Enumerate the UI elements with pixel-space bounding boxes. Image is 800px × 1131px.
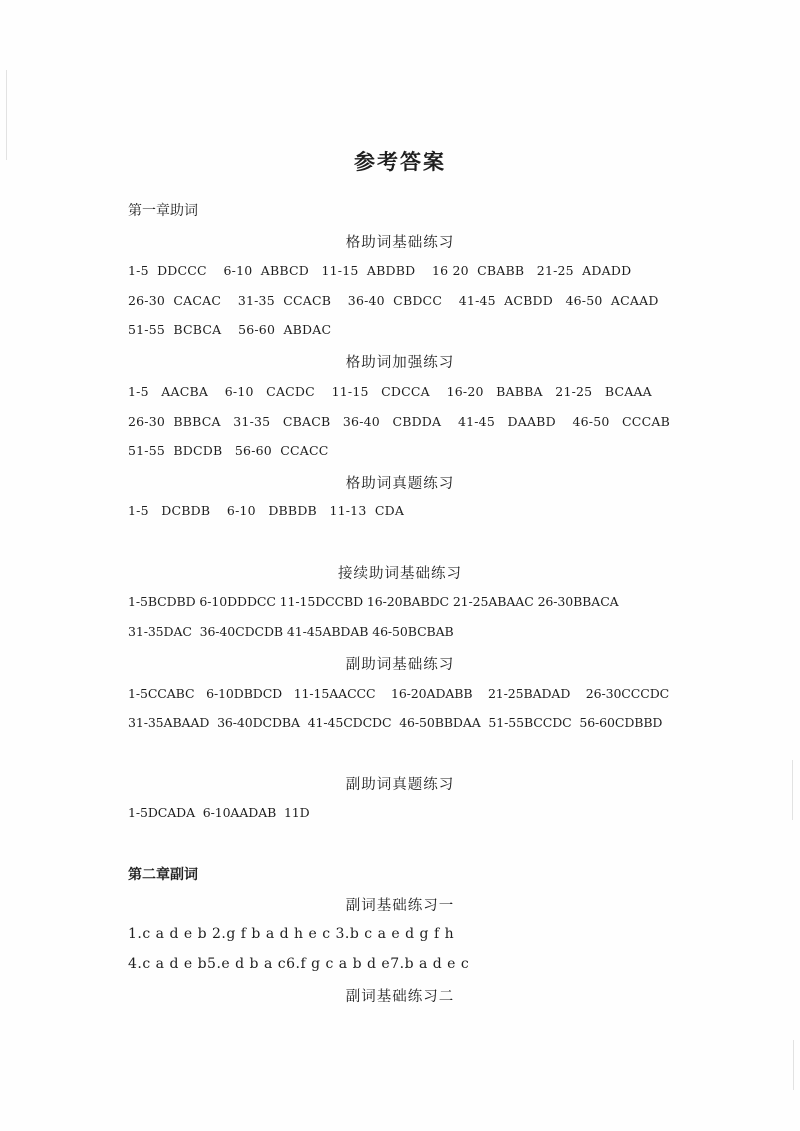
section-heading: 副词基础练习二 — [345, 989, 455, 1005]
answer-line: 1-5 DCBDB 6-10 DBBDB 11-13 CDA — [128, 503, 405, 518]
answer-line: 26-30 CACAC 31-35 CCACB 36-40 CBDCC 41-45 ACBDD 46-50 ACAAD — [128, 293, 659, 308]
page-title: 参考答案 — [354, 150, 446, 174]
section-heading: 格助词加强练习 — [345, 355, 455, 371]
section-heading: 副助词基础练习 — [345, 657, 455, 673]
scan-edge-mark — [792, 760, 793, 820]
section-heading: 副词基础练习一 — [345, 898, 455, 914]
answer-line: 31-35DAC 36-40CDCDB 41-45ABDAB 46-50BCBAB — [128, 624, 454, 639]
section-heading: 接续助词基础练习 — [338, 566, 462, 582]
answer-line: 1.c a d e b 2.g f b a d h e c 3.b c a e d g f h — [128, 926, 455, 942]
section-heading: 副助词真题练习 — [345, 777, 455, 793]
answer-line: 1-5CCABC 6-10DBDCD 11-15AACCC 16-20ADABB 21-25BADAD 26-30CCCDC — [128, 686, 670, 701]
answer-line: 31-35ABAAD 36-40DCDBA 41-45CDCDC 46-50BBDAA 51-55BCCDC 56-60CDBBD — [128, 715, 663, 730]
answer-line: 1-5DCADA 6-10AADAB 11D — [128, 805, 310, 820]
scan-edge-mark — [793, 1040, 794, 1090]
answer-line: 26-30 BBBCA 31-35 CBACB 36-40 CBDDA 41-45 DAABD 46-50 CCCAB — [128, 414, 670, 429]
chapter-heading: 第一章助词 — [128, 203, 198, 219]
section-heading: 格助词基础练习 — [345, 235, 455, 251]
answer-line: 1-5BCDBD 6-10DDDCC 11-15DCCBD 16-20BABDC 21-25ABAAC 26-30BBACA — [128, 594, 619, 609]
scan-edge-mark — [6, 70, 7, 160]
answer-line: 1-5 DDCCC 6-10 ABBCD 11-15 ABDBD 16 20 CBABB 21-25 ADADD — [128, 263, 632, 278]
section-heading: 格助词真题练习 — [345, 476, 455, 492]
chapter-heading: 第二章副词 — [128, 867, 198, 883]
answer-line: 51-55 BCBCA 56-60 ABDAC — [128, 322, 332, 337]
answer-line: 1-5 AACBA 6-10 CACDC 11-15 CDCCA 16-20 BABBA 21-25 BCAAA — [128, 384, 652, 399]
answer-line: 4.c a d e b5.e d b a c6.f g c a b d e7.b a d e c — [128, 956, 470, 972]
answer-line: 51-55 BDCDB 56-60 CCACC — [128, 443, 329, 458]
